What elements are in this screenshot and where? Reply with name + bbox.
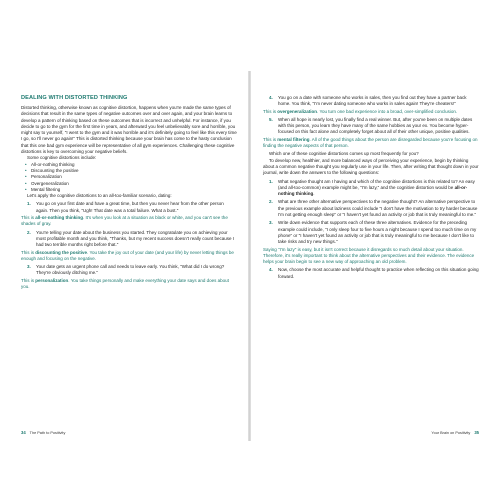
item-text: Write down evidence that supports each of these three alternatives. Evidence for the preceding example could include, "I only sleep four to five hours a night because I spend too much time on my phone" or "I haven't yet found an activity or job that is truly meaningful to me because I don't like to take risks and try new things." [278, 220, 477, 245]
intro-paragraph: Distorted thinking, otherwise known as cognitive distortion, happens when you're made the same types of decisions that result in the same types of negative outcomes over and over again, and your brain learns to develop a pattern of thinking based on these outcomes that is incorrect and unhelpful. For instance, if you decide to go to the gym for the first time in years, and afterward you feel unbelievably sore and horrible, you might say to yourself, "I went to the gym and it was horrible and it's definitely going to feel like this every time I go, so I'll never go again!" This is distorted thinking because your brain has come to the hasty conclusion that this one bad gym experience will be representative of all gym experiences. Challenging these cognitive distortions is key to overcoming your negative beliefs. [21, 105, 237, 155]
item-text: What are three other alternative perspectives to the negative thought? An alternative perspective to the previous example about laziness could include "I don't have the motivation to try harder because I'm not getting enough sleep" or "I haven't yet found an activity or job that is truly meaningful to me." [278, 199, 478, 218]
callout [263, 109, 479, 115]
list-item: • All-or-nothing thinking [31, 162, 237, 168]
summary-callout: Saying "I'm lazy" is easy, but it isn't correct because it disregards so much detail about your situation. Therefore, it's really important to think about the alternative perspectives and their evidence. The evidence helps your brain begin to see a new way of approaching an old problem. [263, 246, 475, 265]
callout-pre: This is [263, 136, 278, 142]
item-text: Now, choose the most accurate and helpful thought to practice when reflecting on this situation going forward. [278, 267, 479, 279]
callout-term: overgeneralization [277, 108, 318, 114]
running-title: The Path to Positivity [29, 430, 66, 435]
item-text-body: What negative thought am I having and which of the cognitive distortions is this related to? An easy (and all-too-common) example might be, "I'm lazy," and the cognitive distortion would be [278, 178, 475, 190]
callout-post: . It's when you look at a situation as black or white, and you can't see the shades of gray. [21, 215, 228, 227]
section-heading: DEALING WITH DISTORTED THINKING [21, 95, 128, 101]
item-text: You go on a date with someone who works in sales, then you find out they have a partner back home. You think, "I'm never dating someone who works in sales again! They're cheaters!" [278, 95, 467, 107]
callout [263, 137, 479, 150]
item-text [278, 179, 479, 198]
item-number: 3. [269, 220, 273, 226]
item-text: You go on your first date and have a great time, but then you never hear from the other person again. Then you think, "Ugh! That date was a total failure. What a bust." [36, 201, 224, 213]
callout [21, 215, 237, 228]
item-number: 4. [269, 267, 273, 273]
numbered-item [27, 230, 237, 249]
right-page [251, 71, 499, 441]
callout-post: . All of the good things about the person are disregarded because you're focusing on finding the negative aspects of that person. [263, 136, 478, 149]
item-number: 1. [27, 201, 31, 207]
left-footer [21, 430, 65, 435]
item-number: 1. [269, 178, 273, 184]
callout-pre: This is [21, 215, 36, 221]
list-item: • Personalization [31, 174, 237, 180]
list-item: • Discounting the positive [31, 168, 237, 174]
callout-pre: This is [263, 108, 278, 114]
numbered-item [269, 179, 479, 198]
list-item: • Mental filtering [31, 187, 237, 193]
callout-post: . You take things personally and make everything your date says and does about you. [21, 277, 229, 290]
scenario-intro: Let's apply the cognitive distortions to an all-too-familiar scenario, dating: [27, 193, 172, 199]
list-item: • Overgeneralization [31, 181, 237, 187]
numbered-item [269, 117, 479, 136]
item-text: You're telling your date about the business you started. They congratulate you on achieving your most profitable month and you think, "Thanks, but my recent success doesn't really count because I had two terrible months right before that." [36, 229, 235, 248]
item-text: Your date gets an urgent phone call and needs to leave early. You think, "What did I do wrong? They're obviously ditching me." [36, 264, 225, 276]
item-number: 5. [269, 116, 273, 122]
item-text: When all hope is nearly lost, you finally find a real winner. But, after you've been on multiple dates with this person, you learn they have many of the same hobbies as your ex. You become hyper-focused on this fact alone and completely forget about all of their other unique, positive qualities. [278, 116, 473, 135]
item-term: all-or-nothing thinking [278, 184, 468, 197]
numbered-item [269, 95, 479, 108]
list-intro: Some cognitive distortions include: [27, 155, 97, 161]
item-number: 2. [27, 229, 31, 235]
callout-pre: This is [21, 277, 36, 283]
callout-pre: This is [21, 249, 36, 255]
callout-term: discounting the positive [35, 249, 88, 255]
numbered-item [269, 267, 479, 280]
item-number: 2. [269, 199, 273, 205]
develop-paragraph: To develop new, healthier, and more balanced ways of perceiving your experience, begin by thinking about a common negative thought you regularly use in your life. Then, after writing that thought down in your journal, write down the answers to the following questions: [263, 157, 479, 176]
page-number: 35 [474, 430, 479, 435]
item-number: 3. [27, 264, 31, 270]
numbered-item [269, 199, 479, 218]
distortion-list [31, 162, 237, 193]
item-number: 4. [269, 95, 273, 100]
running-title: Your Brain on Positivity [431, 430, 471, 435]
callout [21, 250, 237, 263]
callout-post: . You turn one bad experience into a broad, over-simplified conclusion. [317, 108, 458, 114]
callout-post: . You take the joy out of your date (and your life) by never letting things be enough and focusing on the negative. [21, 249, 234, 261]
numbered-item [27, 264, 237, 277]
numbered-item [269, 220, 479, 245]
callout [21, 278, 237, 291]
question-paragraph: Which one of these cognitive distortions comes up most frequently for you? [269, 151, 419, 157]
page-number: 34 [21, 430, 26, 435]
numbered-item [27, 201, 237, 214]
callout-term: mental filtering [277, 136, 310, 142]
right-footer [431, 430, 479, 435]
left-page [1, 71, 249, 441]
item-text-after: . [313, 191, 315, 197]
callout-term: personalization [35, 277, 69, 283]
callout-term: all-or-nothing thinking [35, 215, 84, 221]
